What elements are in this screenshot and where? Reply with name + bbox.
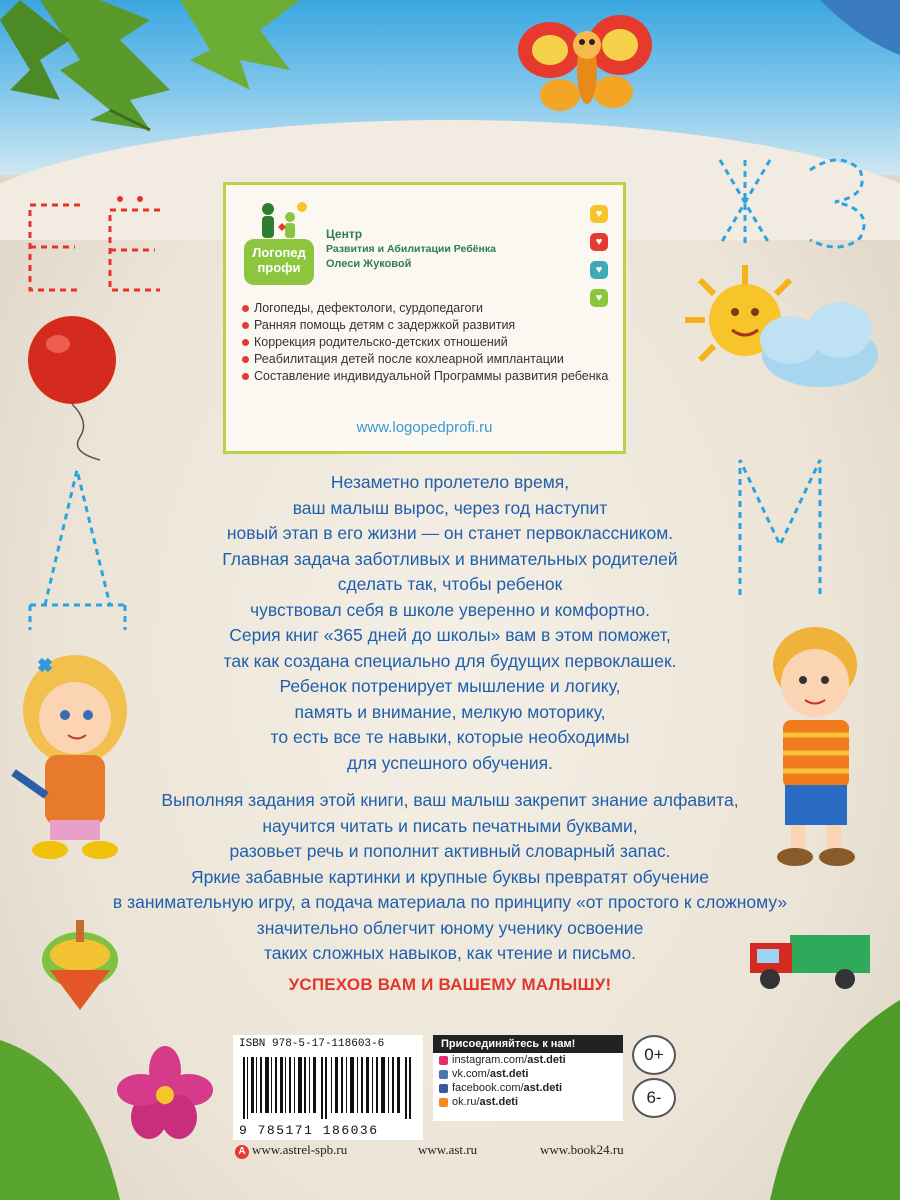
text-line: научится читать и писать печатными буквами, xyxy=(262,815,638,836)
text-line: для успешного обучения. xyxy=(346,752,554,773)
social-heading: Присоединяйтесь к нам! xyxy=(433,1035,623,1053)
bullet-icon xyxy=(242,305,249,312)
text-line: значительно облегчит юному ученику освоение xyxy=(256,917,644,938)
center-title: Центр xyxy=(326,227,363,241)
butterfly-illustration xyxy=(505,0,665,130)
motto-heading: УСПЕХОВ ВАМ И ВАШЕМУ МАЛЫШУ! xyxy=(288,975,612,994)
text-line: таких сложных навыков, как чтение и письмо. xyxy=(263,943,637,963)
barcode-block xyxy=(233,1035,423,1140)
dashed-letters-zhz xyxy=(710,150,880,255)
text-line: Выполняя задания этой книги, ваш малыш закрепит знание алфавита, xyxy=(161,790,739,810)
instagram-icon xyxy=(439,1056,448,1065)
text-line: в занимательную игру, а подача материала по принципу «от простого к сложному» xyxy=(112,892,788,912)
logoped-profi-logo xyxy=(244,199,316,287)
barcode-number: 9 785171 186036 xyxy=(239,1123,379,1138)
social-link-instagram[interactable]: instagram.com/ ast.deti xyxy=(433,1053,623,1067)
dashed-letters-ee xyxy=(20,195,165,300)
service-item: Логопеды, дефектологи, сурдопедагоги xyxy=(242,300,617,316)
logo-badge: Логопед профи xyxy=(244,239,314,285)
maple-leaves-illustration xyxy=(0,0,380,150)
social-link-facebook[interactable]: facebook.com/ ast.deti xyxy=(433,1081,623,1095)
text-line: сделать так, чтобы ребенок xyxy=(337,574,563,594)
center-subtitle: Развития и Абилитации Ребёнка xyxy=(326,243,496,255)
text-line: так как создана специально для будущих первоклашек. xyxy=(223,650,677,671)
age-rating-0plus: 0+ xyxy=(632,1035,676,1075)
text-line: память и внимание, мелкую моторику, xyxy=(294,701,606,722)
red-balloon-illustration xyxy=(20,312,130,462)
text-line: новый этап в его жизни — он станет первоклассником. xyxy=(226,523,674,543)
footer-book24-link[interactable]: www.book24.ru xyxy=(540,1142,624,1157)
service-item: Реабилитация детей после кохлеарной имплантации xyxy=(242,351,617,367)
text-line: Незаметно пролетело время, xyxy=(330,472,570,492)
social-link-vk[interactable]: vk.com/ ast.deti xyxy=(433,1067,623,1081)
bullet-icon xyxy=(242,356,249,363)
service-item: Коррекция родительско-детских отношений xyxy=(242,334,617,350)
footer-ast-link[interactable]: www.ast.ru xyxy=(418,1142,478,1157)
vk-icon xyxy=(439,1070,448,1079)
service-item: Составление индивидуальной Программы развития ребенка xyxy=(242,368,617,384)
heart-icon: ♥ xyxy=(590,261,608,279)
astrel-logo-icon: А xyxy=(235,1145,249,1159)
intro-paragraph xyxy=(90,470,810,776)
text-line: Серия книг «365 дней до школы» вам в этом поможет, xyxy=(229,625,671,645)
text-line: то есть все те навыки, которые необходимы xyxy=(270,727,630,747)
bullet-icon xyxy=(242,373,249,380)
bullet-icon xyxy=(242,322,249,329)
services-list xyxy=(242,300,617,385)
social-link-ok[interactable]: ok.ru/ ast.deti xyxy=(433,1095,623,1109)
isbn-text: ISBN 978-5-17-118603-6 xyxy=(239,1038,385,1050)
heart-icon: ♥ xyxy=(590,289,608,307)
leaf-top-right xyxy=(820,0,900,60)
age-rating-6: 6- xyxy=(632,1078,676,1118)
center-owner-name: Олеси Жуковой xyxy=(326,258,412,270)
heart-icon: ♥ xyxy=(590,205,608,223)
center-website-link[interactable]: www.logopedprofi.ru xyxy=(356,419,493,436)
description-paragraph xyxy=(90,788,810,967)
text-line: Ребенок потренирует мышление и логику, xyxy=(279,676,621,696)
sun-and-cloud-illustration xyxy=(680,260,890,400)
flower-and-leaves-illustration xyxy=(0,1000,230,1200)
ok-icon xyxy=(439,1098,448,1107)
leaves-bottom-right xyxy=(690,1000,900,1200)
logoped-center-ad xyxy=(223,182,626,454)
text-line: Главная задача заботливых и внимательных родителей xyxy=(222,548,678,569)
heart-icon: ♥ xyxy=(590,233,608,251)
text-line: ваш малыш вырос, через год наступит xyxy=(292,497,608,518)
service-item: Ранняя помощь детям с задержкой развития xyxy=(242,317,617,333)
bullet-icon xyxy=(242,339,249,346)
social-links-block xyxy=(433,1035,623,1121)
facebook-icon xyxy=(439,1084,448,1093)
text-line: Яркие забавные картинки и крупные буквы превратят обучение xyxy=(190,866,710,887)
text-line: чувствовал себя в школе уверенно и комфортно. xyxy=(250,599,650,620)
footer-astrel-link[interactable]: А www.astrel-spb.ru xyxy=(235,1142,347,1159)
barcode-image xyxy=(243,1057,413,1119)
text-line: разовьет речь и пополнит активный словарный запас. xyxy=(229,841,671,861)
